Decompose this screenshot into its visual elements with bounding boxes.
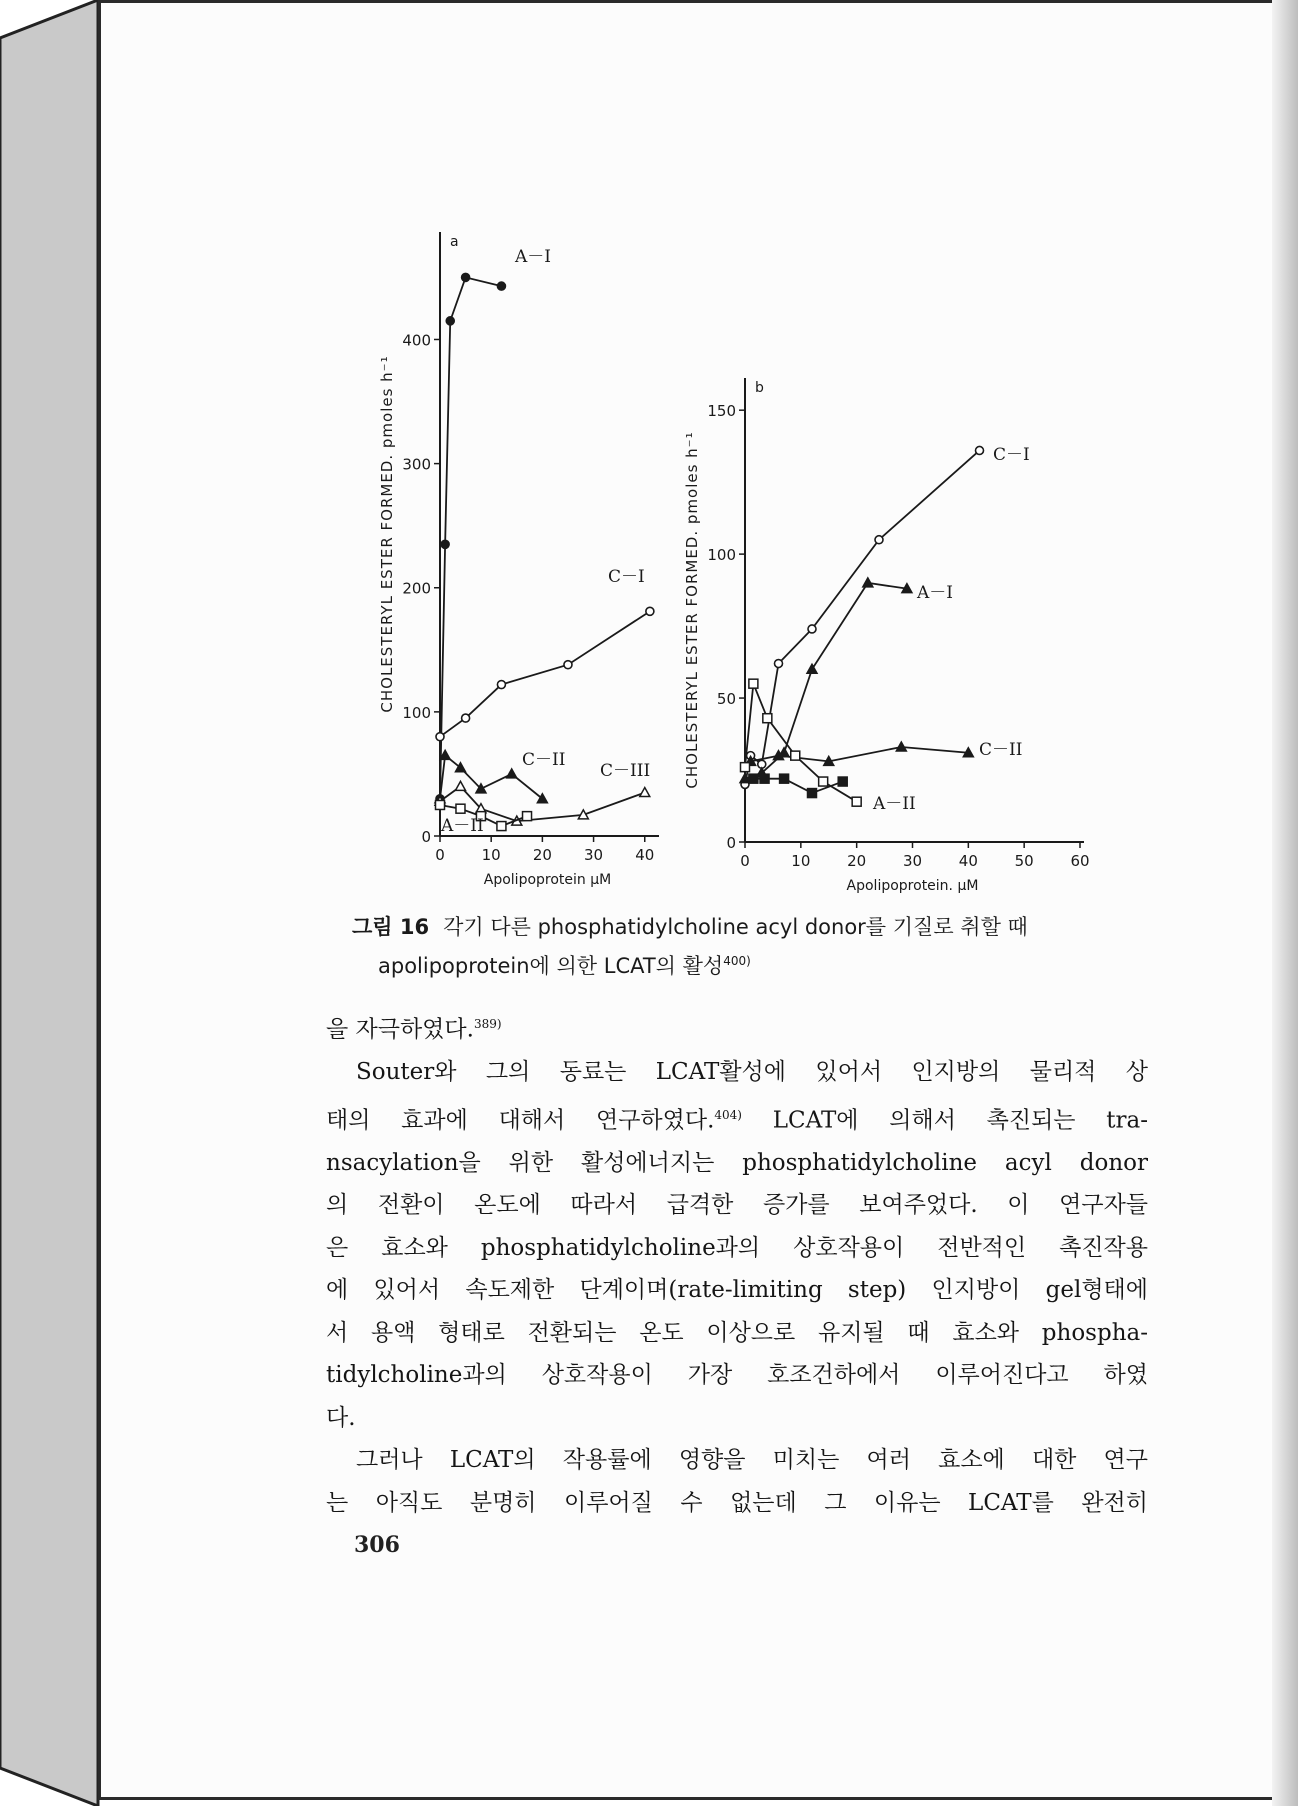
- paragraph-3-line-2: 는 아직도 분명히 이루어질 수 없는데 그 이유는 LCAT를 완전히: [326, 1489, 1148, 1516]
- x-tick-label: 10: [791, 852, 811, 870]
- x-axis-label: Apolipoprotein. μM: [846, 878, 979, 894]
- caption-line-2: apolipoprotein에 의한 LCAT의 활성: [378, 954, 724, 978]
- series-label: C－II: [522, 750, 566, 770]
- y-tick-label: 0: [726, 834, 736, 852]
- paragraph-2-line-4: 의 전환이 온도에 따라서 급격한 증가를 보여주었다. 이 연구자들: [326, 1192, 1148, 1219]
- paragraph-2-line-1: Souter와 그의 동료는 LCAT활성에 있어서 인지방의 물리적 상: [356, 1059, 1148, 1086]
- x-tick-label: 30: [902, 852, 923, 870]
- y-tick-label: 50: [716, 690, 736, 709]
- paragraph-1: [326, 1003, 1148, 1051]
- data-point: [646, 607, 654, 615]
- paragraph-2-line-5: 은 효소와 phosphatidylcholine과의 상호작용이 전반적인 촉진작용: [326, 1234, 1148, 1261]
- data-point: [564, 661, 572, 669]
- data-point: [507, 769, 517, 778]
- data-point: [741, 763, 750, 772]
- reference-404: 404): [714, 1107, 742, 1122]
- data-point: [863, 578, 873, 587]
- reference-389: 389): [473, 1017, 502, 1031]
- x-tick-label: 50: [1014, 852, 1034, 870]
- data-point: [763, 714, 772, 723]
- y-tick-label: 400: [402, 331, 431, 350]
- data-point: [462, 714, 470, 722]
- series-label: C－I: [608, 567, 645, 587]
- x-tick-label: 40: [958, 852, 978, 870]
- data-point: [640, 788, 650, 797]
- series-label: C－I: [993, 445, 1030, 465]
- y-axis-label: CHOLESTERYL ESTER FORMED. pmoles h⁻¹: [378, 355, 396, 713]
- x-axis-label: Apolipoprotein μM: [483, 872, 612, 888]
- caption-line-1: 각기 다른 phosphatidylcholine acyl donor를 기질로 취할 때: [443, 915, 1028, 939]
- data-point: [436, 733, 444, 741]
- data-point: [497, 681, 505, 689]
- series-label: A－II: [441, 816, 484, 836]
- y-tick-label: 100: [707, 546, 736, 565]
- paragraph-2-line-8: tidylcholine과의 상호작용이 가장 호조건하에서 이루어진다고 하였: [326, 1362, 1148, 1389]
- page-number: 306: [354, 1532, 400, 1558]
- series-line: [440, 277, 501, 798]
- data-point: [852, 797, 861, 806]
- data-point: [791, 751, 800, 760]
- data-point: [775, 660, 783, 668]
- x-tick-label: 60: [1070, 852, 1090, 870]
- data-point: [976, 446, 984, 454]
- chart-b: [683, 378, 1090, 894]
- data-point: [523, 812, 532, 821]
- data-point: [749, 774, 758, 783]
- figure-caption: [352, 910, 1172, 983]
- data-point: [875, 536, 883, 544]
- body-text: [326, 1003, 1148, 1524]
- chart-a: [378, 232, 659, 888]
- data-point: [497, 282, 505, 290]
- data-point: [441, 540, 449, 548]
- series-line: [440, 611, 650, 736]
- paragraph-3-line-1: 그러나 LCAT의 작용률에 영향을 미치는 여러 효소에 대한 연구: [356, 1447, 1148, 1474]
- data-point: [436, 800, 445, 809]
- data-point: [456, 804, 465, 813]
- paragraph-2-line-2b: LCAT에 의해서 촉진되는 tra-: [741, 1107, 1148, 1134]
- data-point: [455, 781, 465, 790]
- paragraph-2-line-2: [326, 1094, 1148, 1142]
- data-point: [760, 774, 769, 783]
- data-point: [819, 777, 828, 786]
- data-point: [808, 625, 816, 633]
- series-label: C－II: [979, 740, 1023, 760]
- paragraph-2-line-3: nsacylation을 위한 활성에너지는 phosphatidylcholine acyl donor: [326, 1149, 1148, 1176]
- y-tick-label: 150: [707, 402, 736, 421]
- x-tick-label: 20: [532, 846, 552, 864]
- caption-reference: 400): [723, 954, 751, 968]
- panel-label: a: [450, 234, 459, 250]
- x-tick-label: 10: [481, 846, 501, 864]
- x-tick-label: 0: [435, 846, 445, 864]
- y-tick-label: 300: [402, 455, 431, 474]
- series-label: C－III: [600, 761, 651, 781]
- x-tick-label: 0: [740, 852, 750, 870]
- data-point: [462, 273, 470, 281]
- paragraph-2-line-7: 서 용액 형태로 전환되는 온도 이상으로 유지될 때 효소와 phospha-: [326, 1319, 1148, 1346]
- caption-label: 그림 16: [352, 915, 430, 939]
- y-tick-label: 100: [402, 703, 431, 722]
- paragraph-2-line-9: 다.: [326, 1404, 356, 1431]
- panel-label: b: [755, 380, 764, 396]
- x-tick-label: 40: [635, 846, 655, 864]
- paragraph-2-line-2a: 태의 효과에 대해서 연구하였다.: [326, 1107, 715, 1134]
- y-tick-label: 0: [421, 828, 431, 846]
- data-point: [749, 679, 758, 688]
- data-point: [780, 774, 789, 783]
- series-line: [745, 583, 907, 779]
- series-label: A－II: [873, 794, 916, 814]
- y-axis-label: CHOLESTERYL ESTER FORMED. pmoles h⁻¹: [683, 431, 701, 789]
- data-point: [808, 789, 817, 798]
- y-tick-label: 200: [402, 579, 431, 598]
- data-point: [838, 777, 847, 786]
- x-tick-label: 30: [584, 846, 604, 864]
- x-tick-label: 20: [847, 852, 867, 870]
- paragraph-1-text: 을 자극하였다.: [326, 1016, 474, 1043]
- data-point: [497, 822, 506, 831]
- data-point: [446, 317, 454, 325]
- paragraph-2-line-6: 에 있어서 속도제한 단계이며(rate-limiting step) 인지방이 gel형태에: [326, 1277, 1148, 1304]
- series-label: A－I: [515, 247, 551, 267]
- series-label: A－I: [917, 583, 953, 603]
- data-point: [807, 664, 817, 673]
